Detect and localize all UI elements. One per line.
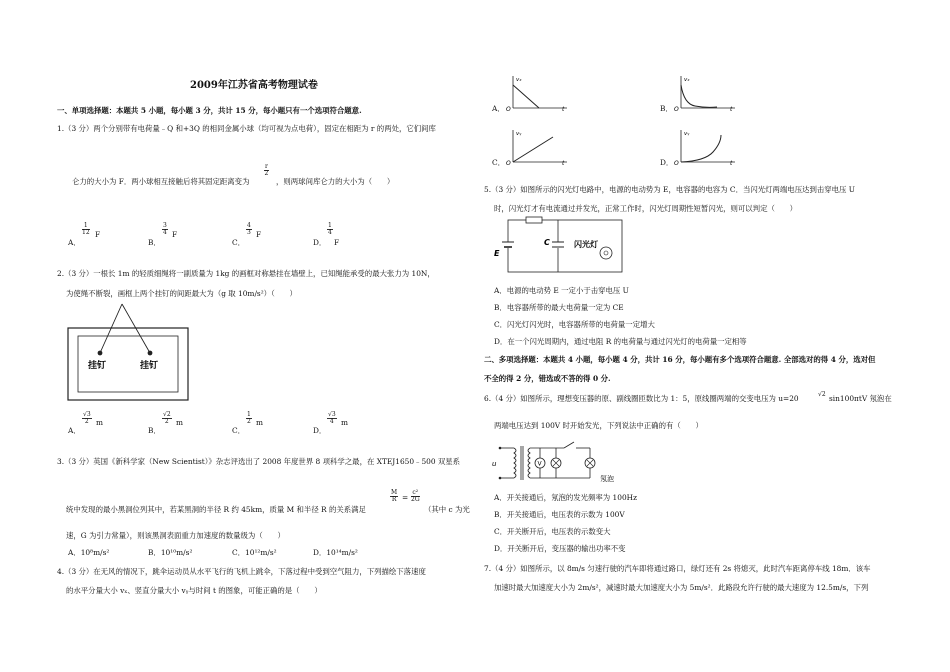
section-2-heading-line1: 二、多项选择题：本题共 4 小题，每小题 4 分，共计 16 分，每小题有多个选项符合题意. 全部选对的得 4 分，选对但 [484,355,876,364]
q6-sqrt-2: √2 [818,391,826,398]
q6-transformer-circuit-diagram [492,436,624,488]
q3-fraction-m-over-r: $\frac{M}{R}$ [391,489,398,503]
q1-option-c-unit: F [256,230,262,239]
graph-a-origin: O [506,106,511,113]
q1-line1: 1.（3 分）两个分别带有电荷量﹣Q 和+3Q 的相同金属小球（均可视为点电荷），固定在相距为 r 的两处，它们间库 [57,124,436,133]
q1-line2b: ，则两球间库仑力的大小为（ ） [276,177,395,186]
capacitor-label: C [544,238,550,247]
q4-graph-a [505,73,571,113]
graph-a-curve [513,85,539,108]
q2-option-d-label: D． [313,426,327,435]
q5-option-d: D．在一个闪光周期内，通过电阻 R 的电荷量与通过闪光灯的电荷量一定相等 [494,337,747,346]
switch-blade [564,442,574,448]
q1-option-b-label: B． [148,238,161,247]
q5-flash-circuit-diagram [494,214,632,276]
graph-d-axis-label: vᵧ [684,131,690,137]
q1-line2a: 仑力的大小为 F．两小球相互接触后将其固定距离变为 [72,177,250,186]
q1-option-a-fraction: $\frac{1}{12}$ [82,222,90,236]
graph-c-origin: O [506,160,511,167]
q1-option-b-unit: F [172,230,178,239]
q2-option-a-fraction: $\frac{√3}{2}$ [83,411,91,425]
q3-option-a: A．10⁸m/s² [68,548,110,557]
q4-line1: 4.（3 分）在无风的情况下，跳伞运动员从水平飞行的飞机上跳伞，下落过程中受到空气阻力，下列描绘下落速度 [57,567,426,576]
q6-option-d: D．开关断开后，变压器的输出功率不变 [494,544,626,553]
q2-option-b-label: B． [148,426,161,435]
q1-option-d-fraction: $\frac{1}{4}$ [328,222,332,236]
frame-outer [68,328,188,400]
q4-graph-c [505,127,571,167]
peg-left-dot [98,351,103,356]
q2-line2: 为使绳不断裂，画框上两个挂钉的间距最大为（g 取 10m/s²）（ ） [66,289,297,298]
q6-line1a: 6.（4 分）如图所示，理想变压器的原、副线圈匝数比为 1：5，原线圈两端的交变电压为 u=20 [484,394,799,403]
flash-lamp-symbol [600,247,612,259]
q5-option-c: C．闪光灯闪光时，电容器所带的电荷量一定增大 [494,320,655,329]
q2-option-d-unit: m [341,418,349,427]
q1-option-a-label: A． [68,238,81,247]
primary-coil [514,448,516,478]
exam-title: 2009年江苏省高考物理试卷 [190,80,318,91]
q3-line3: 速，G 为引力常量），则该黑洞表面重力加速度的数量级为（ ） [66,531,285,540]
q6-line2: 两端电压达到 100V 时开始发光，下列说法中正确的有（ ） [494,421,703,430]
q4-graph-d-label: D． [660,158,674,167]
graph-b-axis-label: vₓ [684,77,690,83]
q4-line2: 的水平分量大小 vₓ、竖直分量大小 vᵧ与时间 t 的图象，可能正确的是（ ） [66,586,322,595]
q2-option-b-unit: m [176,418,184,427]
q5-line1: 5.（3 分）如图所示的闪光灯电路中，电源的电动势为 E，电容器的电容为 C．当闪光灯两端电压达到击穿电压 U [484,185,856,194]
graph-a-t-label: t [562,106,565,113]
peg-right-dot [148,351,153,356]
q5-option-a: A．电源的电动势 E 一定小于击穿电压 U [494,286,629,295]
graph-d-curve [681,135,721,162]
resistor-r [526,217,542,223]
emf-label: E [494,249,500,258]
q2-option-a-label: A． [68,426,81,435]
graph-a-axis-label: vₓ [516,77,522,83]
q1-option-d-unit: F [334,238,340,247]
q2-option-d-fraction: $\frac{√3}{4}$ [328,411,336,425]
q3-line2b: （其中 c 为光 [424,505,470,514]
q7-line2: 加速时最大加速度大小为 2m/s²，减速时最大加速度大小为 5m/s²．此路段允许行驶的最大速度为 12.5m/s，下列 [494,583,869,592]
q2-line1: 2.（3 分）一根长 1m 的轻质细绳将一副质量为 1kg 的画框对称悬挂在墙壁上，已知绳能承受的最大张力为 10N， [57,269,435,278]
q6-line1b: sin100πtV 氖泡在 [829,394,892,403]
q4-graph-a-label: A． [492,104,505,113]
q4-graph-c-label: C． [492,158,506,167]
q5-line2: 时，闪光灯才有电流通过并发光，正常工作时，闪光灯周期性短暂闪光，则可以判定（ ） [494,204,798,213]
q6-option-c: C．开关断开后，电压表的示数变大 [494,527,611,536]
graph-b-origin: O [674,106,679,113]
graph-b-curve [681,85,717,107]
flash-lamp-label: 闪光灯 [574,240,598,249]
graph-b-t-label: t [730,106,733,113]
q6-option-b: B．开关接通后，电压表的示数为 100V [494,510,625,519]
peg-left-label: 挂钉 [88,361,107,371]
q1-option-b-fraction: $\frac{3}{4}$ [163,222,167,236]
graph-c-curve [513,137,553,162]
q5-option-b: B．电容器所带的最大电荷量一定为 CE [494,303,624,312]
terminal-bottom [499,477,502,480]
input-voltage-label: u [492,460,497,468]
q1-option-c-label: C． [232,238,246,247]
q3-line2a: 统中发现的最小黑洞位列其中，若某黑洞的半径 R 约 45km，质量 M 和半径 R 的关系满足 [66,505,366,514]
q1-fraction-r-over-2: $\frac{r}{2}$ [264,163,269,177]
q3-option-c: C．10¹²m/s² [232,548,277,557]
q2-option-c-unit: m [256,418,264,427]
q6-option-a: A．开关接通后，氖泡的发光频率为 100Hz [494,493,637,502]
peg-right-label: 挂钉 [140,361,159,371]
q3-line1: 3.（3 分）英国《新科学家（New Scientist）》杂志评选出了 2008 年度世界 8 项科学之最，在 XTEJ1650﹣500 双星系 [57,457,461,466]
q3-option-b: B．10¹⁰m/s² [148,548,193,557]
q3-fraction-c2-over-2g: $\frac{\text{c²}}{2G}$ [411,489,420,503]
terminal-top [499,447,502,450]
q4-graph-b-label: B． [660,104,673,113]
graph-d-t-label: t [730,160,733,167]
q4-graph-d [673,127,739,167]
q3-option-d: D．10¹⁴m/s² [313,548,358,557]
graph-d-origin: O [674,160,679,167]
q1-option-a-unit: F [95,230,101,239]
graph-c-t-label: t [562,160,565,167]
q1-option-d-label: D． [313,238,327,247]
section-1-heading: 一、单项选择题：本题共 5 小题，每小题 3 分，共计 15 分，每小题只有一个选项符合题意. [57,106,362,115]
q3-equals: = [402,493,409,502]
q7-line1: 7.（4 分）如图所示，以 8m/s 匀速行驶的汽车即将通过路口，绿灯还有 2s 将熄灭，此时汽车距离停车线 18m．该车 [484,564,871,573]
voltmeter-letter: V [537,460,542,468]
section-2-heading-line2: 不全的得 2 分，错选或不答的得 0 分. [484,374,611,383]
secondary-coil [528,448,530,478]
q4-graph-b [673,73,739,113]
q2-option-b-fraction: $\frac{√2}{2}$ [163,411,171,425]
neon-label: 氖泡 [600,475,614,483]
q2-picture-frame-diagram [60,300,192,405]
q1-option-c-fraction: $\frac{4}{3}$ [247,222,251,236]
q2-option-a-unit: m [96,418,104,427]
q2-option-c-label: C． [232,426,246,435]
circuit-loop [508,220,622,272]
q2-option-c-fraction: $\frac{1}{2}$ [247,411,251,425]
graph-c-axis-label: vᵧ [516,131,522,137]
